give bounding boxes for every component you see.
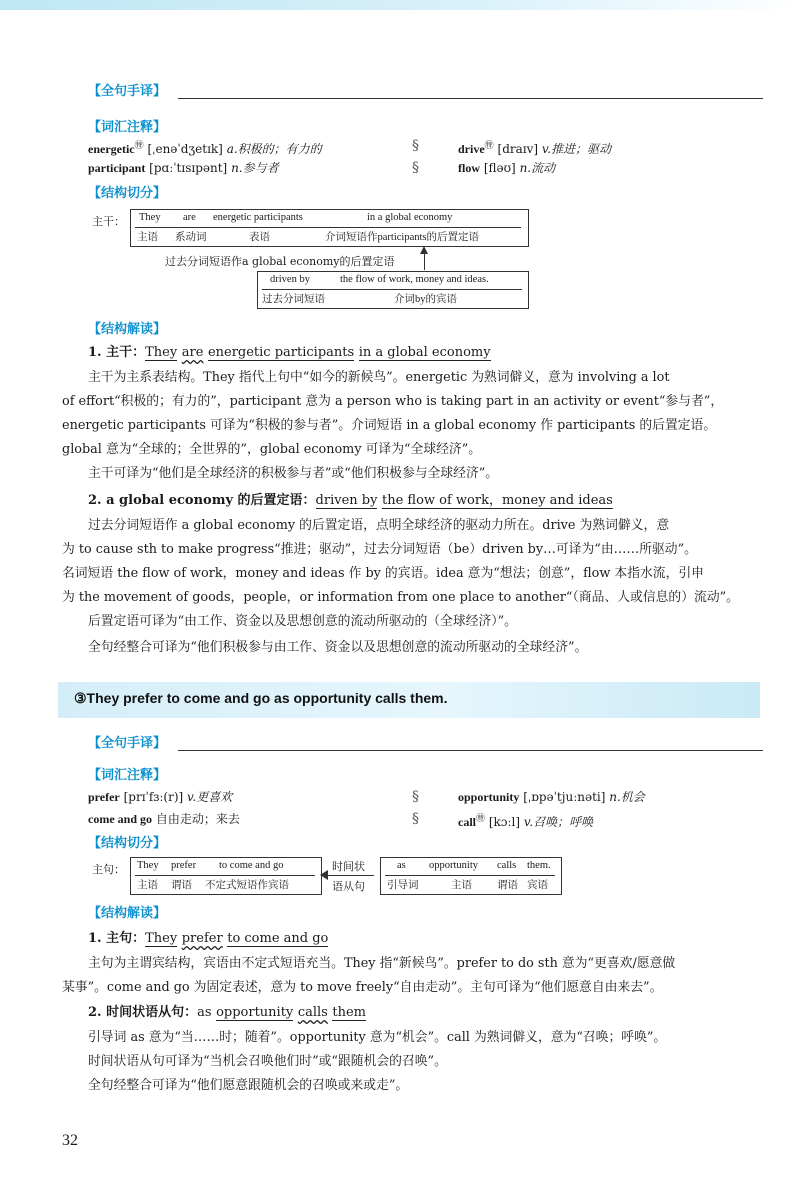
seg-text: them. — [527, 860, 551, 871]
clause-type-top: 时间状 — [332, 860, 365, 873]
paragraph-line: 后置定语可译为“由工作、资金以及思想创意的流动所驱动的（全球经济）”。 — [88, 614, 517, 629]
seg-role: 主语 — [137, 232, 158, 243]
diagram-main-label: 主干： — [92, 215, 125, 228]
connector-line — [424, 253, 425, 270]
paragraph-line: 过去分词短语作 a global economy 的后置定语，点明全球经济的驱动力所在。drive 为熟词僻义，意 — [88, 518, 670, 533]
underlined-word: the flow of work，money and ideas — [381, 493, 613, 508]
top-decor-bar — [0, 0, 800, 10]
underlined-word: They — [145, 931, 178, 946]
heading-num: 1. 主干： — [88, 345, 146, 360]
underlined-word: They — [145, 345, 178, 360]
heading-num: 1. 主句： — [88, 931, 146, 946]
arrow-up — [420, 246, 428, 254]
underlined-word: prefer — [181, 931, 223, 946]
paragraph-line: 时间状语从句可译为“当机会召唤他们时”或“跟随机会的召唤”。 — [88, 1054, 447, 1069]
arrow-left — [320, 870, 328, 880]
seg-text: are — [183, 212, 196, 223]
paragraph-line: energetic participants 可译为“积极的参与者”。介词短语 in a global economy 作 participants 的后置定语。 — [62, 418, 717, 433]
underlined-word: are — [181, 345, 204, 360]
seg-divider — [135, 875, 315, 876]
seg-text: driven by — [270, 274, 310, 285]
paragraph-line: 引导词 as 意为“当……时；随着”。opportunity 意为“机会”。call 为熟词僻义，意为“召唤；呼唤”。 — [88, 1030, 667, 1045]
structure-box-main — [130, 857, 322, 895]
underlined-word: calls — [297, 1005, 328, 1020]
seg-text: They — [137, 860, 159, 871]
vocab-item: prefer [prɪˈfɜː(r)] v.更喜欢 — [88, 790, 233, 804]
heading-num: 2. 时间状语从句： — [88, 1005, 198, 1020]
seg-divider — [385, 875, 555, 876]
underlined-word: driven by — [315, 493, 378, 508]
vocab-item: participant [pɑːˈtɪsɪpənt] n.参与者 — [88, 161, 279, 175]
divider-squiggle: § — [412, 789, 419, 805]
structure-box-modifier — [257, 271, 529, 309]
divider-squiggle: § — [412, 138, 419, 154]
seg-role: 宾语 — [527, 880, 548, 891]
paragraph-line: 全句经整合可译为“他们积极参与由工作、资金以及思想创意的流动所驱动的全球经济”。 — [88, 640, 588, 655]
label-explain: 【结构解读】 — [88, 322, 167, 337]
paragraph-line: 主句为主谓宾结构，宾语由不定式短语充当。They 指“新候鸟”。prefer to do sth 意为“更喜欢/愿意做 — [88, 956, 676, 971]
label-vocab: 【词汇注释】 — [88, 768, 167, 783]
vocab-item: energetic㊕ [ˌenəˈdʒetɪk] a.积极的；有力的 — [88, 141, 322, 156]
seg-text: They — [139, 212, 161, 223]
page-number: 32 — [62, 1132, 78, 1149]
label-vocab: 【词汇注释】 — [88, 120, 167, 135]
clause-type-bottom: 语从句 — [332, 880, 365, 893]
seg-role: 不定式短语作宾语 — [205, 880, 289, 891]
modifier-note: 过去分词短语作a global economy的后置定语 — [165, 255, 395, 268]
divider-squiggle: § — [412, 160, 419, 176]
underlined-word: energetic participants — [207, 345, 355, 360]
label-structure: 【结构切分】 — [88, 836, 167, 851]
seg-role: 谓语 — [497, 880, 518, 891]
vocab-item: flow [fləʊ] n.流动 — [458, 161, 556, 175]
seg-text: in a global economy — [367, 212, 453, 223]
seg-text: prefer — [171, 860, 197, 871]
paragraph-line: 为 the movement of goods，people，or information from one place to another“（商品、人或信息的）流动”。 — [62, 590, 739, 605]
divider-squiggle: § — [412, 811, 419, 827]
paragraph-line: of effort“积极的；有力的”，participant 意为 a person who is taking part in an activity or event“参与者”， — [62, 394, 724, 409]
seg-role: 介词短语作participants的后置定语 — [325, 232, 479, 243]
heading-point-1 — [88, 928, 328, 950]
underlined-word: opportunity — [216, 1005, 294, 1020]
underlined-word: in a global economy — [358, 345, 491, 360]
label-full-translation: 【全句手译】 — [88, 736, 167, 751]
paragraph-line: 全句经整合可译为“他们愿意跟随机会的召唤或来或走”。 — [88, 1078, 409, 1093]
sentence-title: ③They prefer to come and go as opportunity calls them. — [74, 690, 448, 706]
label-explain: 【结构解读】 — [88, 906, 167, 921]
plain-word: as — [197, 1005, 212, 1020]
heading-point-2 — [88, 1002, 366, 1024]
seg-text: the flow of work, money and ideas. — [340, 274, 489, 285]
paragraph-line: 主干可译为“他们是全球经济的积极参与者”或“他们积极参与全球经济”。 — [88, 466, 499, 481]
vocab-item: come and go 自由走动；来去 — [88, 812, 240, 826]
seg-text: to come and go — [219, 860, 284, 871]
underlined-word: them — [332, 1005, 366, 1020]
seg-text: as — [397, 860, 406, 871]
paragraph-line: 为 to cause sth to make progress“推进；驱动”，过去分词短语（be）driven by…可译为“由……所驱动”。 — [62, 542, 697, 557]
seg-text: energetic participants — [213, 212, 303, 223]
paragraph-line: 主干为主系表结构。They 指代上句中“如今的新候鸟”。energetic 为熟词僻义，意为 involving a lot — [88, 370, 670, 385]
seg-role: 表语 — [249, 232, 270, 243]
paragraph-line: 某事”。come and go 为固定表述，意为 to move freely“自由走动”。主句可译为“他们愿意自由来去”。 — [62, 980, 663, 995]
seg-role: 系动词 — [175, 232, 207, 243]
seg-role: 谓语 — [171, 880, 192, 891]
seg-role: 介词by的宾语 — [394, 294, 457, 305]
seg-text: calls — [497, 860, 517, 871]
underlined-word: to come and go — [227, 931, 329, 946]
heading-point-2 — [88, 490, 613, 512]
connector-line — [328, 875, 374, 876]
seg-role: 主语 — [137, 880, 158, 891]
heading-point-1 — [88, 342, 491, 364]
label-full-translation: 【全句手译】 — [88, 84, 167, 99]
structure-box-main — [130, 209, 529, 247]
translation-fill-line[interactable] — [178, 98, 763, 99]
paragraph-line: global 意为“全球的；全世界的”，global economy 可译为“全球经济”。 — [62, 442, 482, 457]
heading-num: 2. a global economy 的后置定语： — [88, 493, 316, 508]
seg-text: opportunity — [429, 860, 478, 871]
seg-divider — [135, 227, 521, 228]
vocab-item: drive㊕ [draɪv] v.推进；驱动 — [458, 141, 612, 156]
vocab-item: call㊕ [kɔːl] v.召唤；呼唤 — [458, 814, 594, 829]
structure-box-clause — [380, 857, 562, 895]
seg-divider — [262, 289, 522, 290]
seg-role: 引导词 — [387, 880, 419, 891]
seg-role: 主语 — [451, 880, 472, 891]
diagram-main-label: 主句： — [92, 863, 125, 876]
seg-role: 过去分词短语 — [262, 294, 325, 305]
paragraph-line: 名词短语 the flow of work，money and ideas 作 by 的宾语。idea 意为“想法；创意”，flow 本指水流，引申 — [62, 566, 704, 581]
vocab-item: opportunity [ˌɒpəˈtjuːnəti] n.机会 — [458, 790, 645, 804]
translation-fill-line[interactable] — [178, 750, 763, 751]
label-structure: 【结构切分】 — [88, 186, 167, 201]
